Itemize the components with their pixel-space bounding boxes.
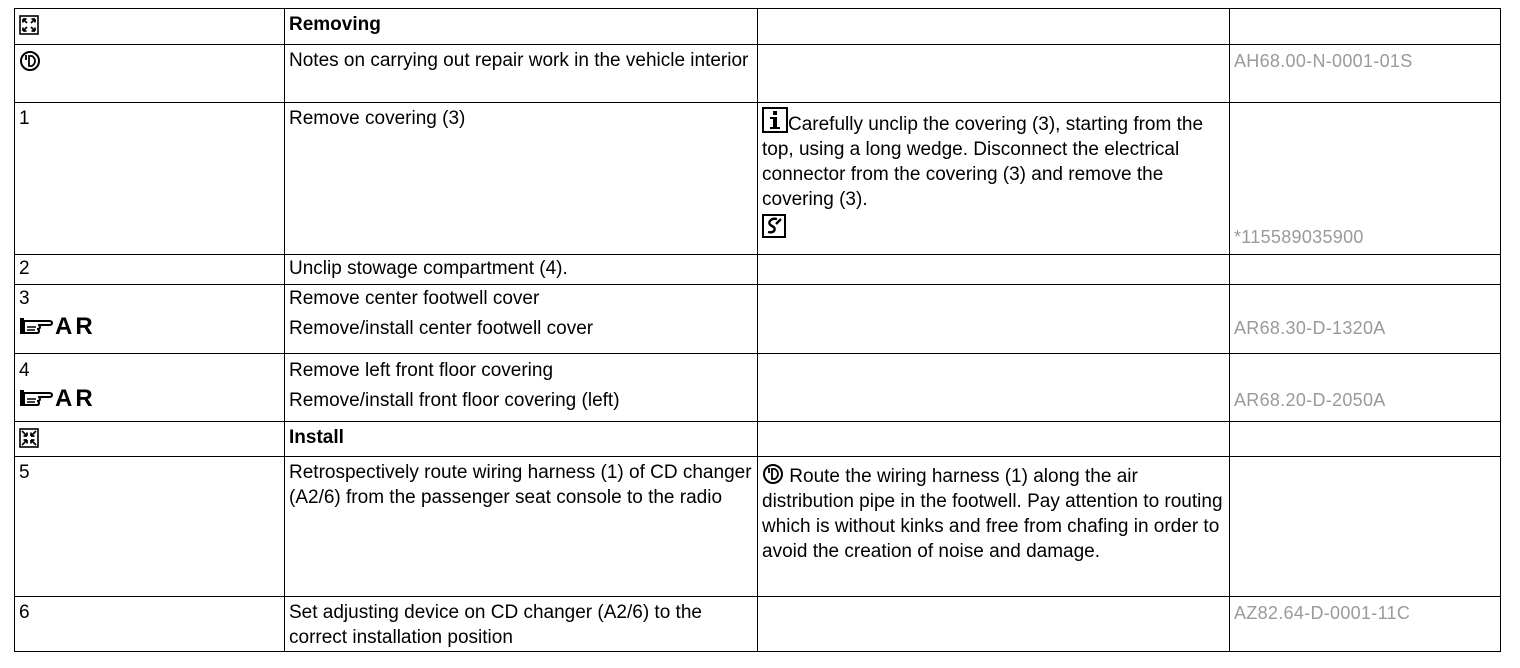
note-text: Carefully unclip the covering (3), starting from the top, using a long wedge. Disconnect the electrical connector from the covering (3) and remove the covering (3).	[762, 114, 1204, 210]
step-description: Unclip stowage compartment (4).	[285, 255, 758, 285]
reference-link[interactable]: AZ82.64-D-0001-11C	[1234, 603, 1411, 623]
ar-reference-marker	[19, 311, 280, 341]
reference-cell[interactable]	[1230, 597, 1501, 652]
step-line: Remove/install center footwell cover	[289, 318, 594, 339]
table-row	[15, 285, 1501, 354]
step-line: Remove/install front floor covering (left)	[289, 390, 620, 411]
reference-cell[interactable]	[1230, 45, 1501, 103]
table-row	[15, 45, 1501, 103]
table-row	[15, 597, 1501, 652]
ar-label: AR	[55, 384, 96, 412]
section-title: Removing	[285, 9, 758, 45]
part-number[interactable]: *115589035900	[1234, 227, 1364, 247]
pointing-hand-icon	[19, 387, 53, 409]
step-description: Notes on carrying out repair work in the vehicle interior	[285, 45, 758, 103]
step-number: 5	[15, 457, 285, 597]
ar-label: AR	[55, 312, 96, 340]
reference-link[interactable]: AH68.00-N-0001-01S	[1234, 51, 1413, 71]
step-number: 4	[19, 360, 30, 381]
collapse-arrows-icon	[19, 428, 39, 448]
note-cell	[758, 285, 1230, 354]
pointing-hand-icon	[19, 315, 53, 337]
reference-cell[interactable]	[1230, 285, 1501, 354]
step-description: Remove covering (3)	[285, 103, 758, 255]
tool-box-icon	[762, 214, 786, 238]
step-description	[285, 285, 758, 354]
note-cell	[758, 457, 1230, 597]
repair-steps-table	[14, 8, 1501, 652]
note-text: Route the wiring harness (1) along the air distribution pipe in the footwell. Pay attention to routing which is without kinks and free from chafing in order to avoid the creation of noise and damage.	[762, 466, 1223, 562]
step-cell	[15, 354, 285, 422]
step-cell	[15, 285, 285, 354]
note-cell	[758, 255, 1230, 285]
reference-cell	[1230, 9, 1501, 45]
step-line: Remove left front floor covering	[289, 360, 554, 381]
reference-cell	[1230, 457, 1501, 597]
step-description: Set adjusting device on CD changer (A2/6) to the correct installation position	[285, 597, 758, 652]
step-number: 3	[19, 288, 30, 309]
step-cell	[15, 45, 285, 103]
table-row	[15, 422, 1501, 457]
ar-reference-marker	[19, 383, 280, 413]
step-cell	[15, 422, 285, 457]
note-cell	[758, 597, 1230, 652]
info-box-icon	[762, 107, 788, 133]
step-cell	[15, 9, 285, 45]
note-cell	[758, 422, 1230, 457]
expand-arrows-icon	[19, 15, 39, 35]
table-row	[15, 9, 1501, 45]
note-cell	[758, 45, 1230, 103]
reference-cell	[1230, 255, 1501, 285]
step-description	[285, 354, 758, 422]
step-line: Remove center footwell cover	[289, 288, 540, 309]
note-cell	[758, 354, 1230, 422]
note-cell	[758, 9, 1230, 45]
table-row	[15, 255, 1501, 285]
step-number: 1	[15, 103, 285, 255]
note-circle-icon	[19, 50, 41, 72]
reference-link[interactable]: AR68.30-D-1320A	[1234, 318, 1386, 338]
table-row	[15, 354, 1501, 422]
note-cell	[758, 103, 1230, 255]
reference-cell	[1230, 422, 1501, 457]
step-description: Retrospectively route wiring harness (1) of CD changer (A2/6) from the passenger seat console to the radio	[285, 457, 758, 597]
step-number: 6	[15, 597, 285, 652]
reference-cell[interactable]	[1230, 354, 1501, 422]
table-row	[15, 103, 1501, 255]
reference-cell[interactable]	[1230, 103, 1501, 255]
reference-link[interactable]: AR68.20-D-2050A	[1234, 390, 1386, 410]
step-number: 2	[15, 255, 285, 285]
table-row	[15, 457, 1501, 597]
note-circle-icon	[762, 463, 784, 485]
section-title: Install	[285, 422, 758, 457]
